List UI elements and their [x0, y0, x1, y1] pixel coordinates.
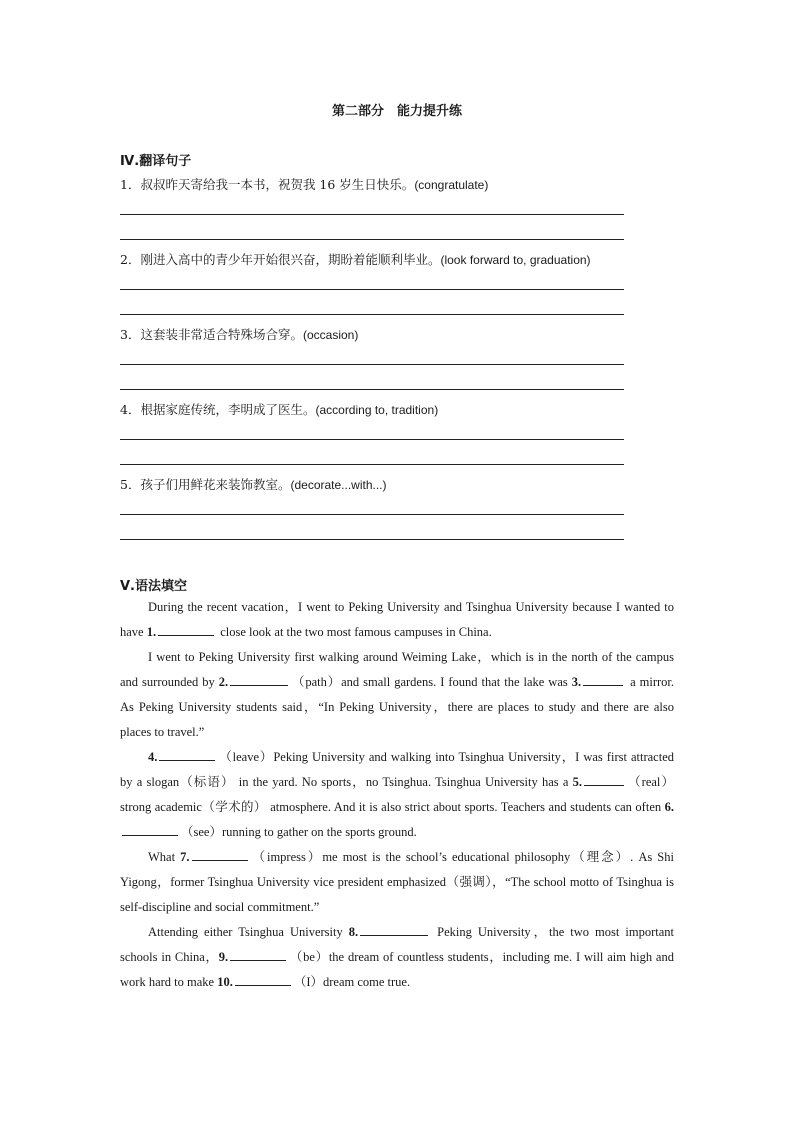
- answer-line[interactable]: [120, 314, 624, 315]
- section-4-heading: Ⅳ.翻译句子: [120, 154, 192, 169]
- blank-1[interactable]: [158, 621, 214, 636]
- blank-9[interactable]: [230, 946, 286, 961]
- answer-line[interactable]: [120, 514, 624, 515]
- blank-number: 10.: [217, 975, 233, 989]
- passage-text: （path）and small gardens. I found that the lake was: [291, 675, 572, 689]
- passage-text: Peking University，the two most important schools in China，: [120, 925, 674, 964]
- translation-question-2: [120, 250, 591, 268]
- blank-4[interactable]: [159, 746, 215, 761]
- blank-number: 2.: [218, 675, 229, 689]
- passage-text: I went to Peking University first walking around Weiming Lake，which is in the north of the campus and surrounded by: [120, 650, 674, 689]
- question-hint: (look forward to, graduation): [440, 253, 591, 267]
- answer-line[interactable]: [120, 214, 624, 215]
- answer-line[interactable]: [120, 289, 624, 290]
- blank-number: 9.: [218, 950, 229, 964]
- question-hint: (congratulate): [414, 178, 489, 192]
- passage-text: close look at the two most famous campuses in China.: [217, 625, 492, 639]
- blank-3[interactable]: [583, 671, 623, 686]
- blank-7[interactable]: [192, 846, 248, 861]
- passage-text: Attending either Tsinghua University: [148, 925, 349, 939]
- answer-line[interactable]: [120, 464, 624, 465]
- blank-8[interactable]: [360, 921, 428, 936]
- passage-text: （real）strong academic（学术的） atmosphere. And it is also strict about sports. Teachers and students can often: [120, 775, 674, 814]
- question-hint: (occasion): [302, 328, 359, 342]
- cloze-paragraph-4: [120, 845, 674, 920]
- page-title: 第二部分 能力提升练: [331, 104, 462, 119]
- answer-line[interactable]: [120, 364, 624, 365]
- passage-text: During the recent vacation，I went to Peking University and Tsinghua University because I wanted to have: [120, 600, 674, 639]
- passage-text: （leave）Peking University and walking into Tsinghua University，I was first attracted by a slogan（标语） in the yard. No sports，no Tsinghua. Tsinghua University has a: [120, 750, 674, 789]
- blank-number: 8.: [348, 925, 359, 939]
- question-text: 刚进入高中的青少年开始很兴奋，期盼着能顺利毕业。: [140, 252, 441, 267]
- answer-line[interactable]: [120, 239, 624, 240]
- blank-10[interactable]: [235, 971, 291, 986]
- passage-text: （be）the dream of countless students，including me. I will aim high and work hard to make: [120, 950, 674, 989]
- cloze-paragraph-1: [120, 595, 674, 645]
- blank-5[interactable]: [584, 771, 624, 786]
- translation-question-1: [120, 175, 488, 193]
- question-text: 这套装非常适合特殊场合穿。: [140, 327, 303, 342]
- answer-line[interactable]: [120, 389, 624, 390]
- section-5-heading: Ⅴ.语法填空: [120, 579, 187, 594]
- blank-number: 3.: [571, 675, 582, 689]
- question-number: 5．: [120, 477, 141, 492]
- blank-number: 5.: [572, 775, 582, 789]
- passage-text: （see）running to gather on the sports ground.: [181, 825, 417, 839]
- question-text: 孩子们用鲜花来装饰教室。: [140, 477, 291, 492]
- question-number: 3．: [120, 327, 141, 342]
- answer-line[interactable]: [120, 439, 624, 440]
- question-text: 叔叔昨天寄给我一本书，祝贺我 16 岁生日快乐。: [140, 177, 415, 192]
- passage-text: a mirror. As Peking University students said，“In Peking University，there are places to study and there are also places to travel.”: [120, 675, 674, 739]
- blank-number: 7.: [180, 850, 190, 864]
- cloze-paragraph-3: [120, 745, 674, 845]
- passage-text: What: [148, 850, 181, 864]
- passage-text: （I）dream come true.: [293, 975, 411, 989]
- blank-number: 6.: [664, 800, 674, 814]
- translation-question-4: [120, 400, 438, 418]
- question-number: 1．: [120, 177, 141, 192]
- question-hint: (according to, tradition): [315, 403, 439, 417]
- passage-text: （impress）me most is the school’s educational philosophy（理念）. As Shi Yigong，former Tsinghua University vice president emphasized（强调），“The school motto of Tsinghua is self-discipline and social commitment.”: [120, 850, 674, 914]
- translation-question-5: [120, 475, 387, 493]
- question-number: 2．: [120, 252, 141, 267]
- blank-number: 1.: [146, 625, 157, 639]
- question-number: 4．: [120, 402, 141, 417]
- question-text: 根据家庭传统，李明成了医生。: [140, 402, 316, 417]
- blank-number: 4.: [148, 750, 158, 764]
- blank-2[interactable]: [230, 671, 288, 686]
- question-hint: (decorate...with...): [290, 478, 387, 492]
- translation-question-3: [120, 325, 358, 343]
- cloze-paragraph-5: [120, 920, 674, 995]
- cloze-paragraph-2: [120, 645, 674, 745]
- blank-6[interactable]: [122, 821, 178, 836]
- answer-line[interactable]: [120, 539, 624, 540]
